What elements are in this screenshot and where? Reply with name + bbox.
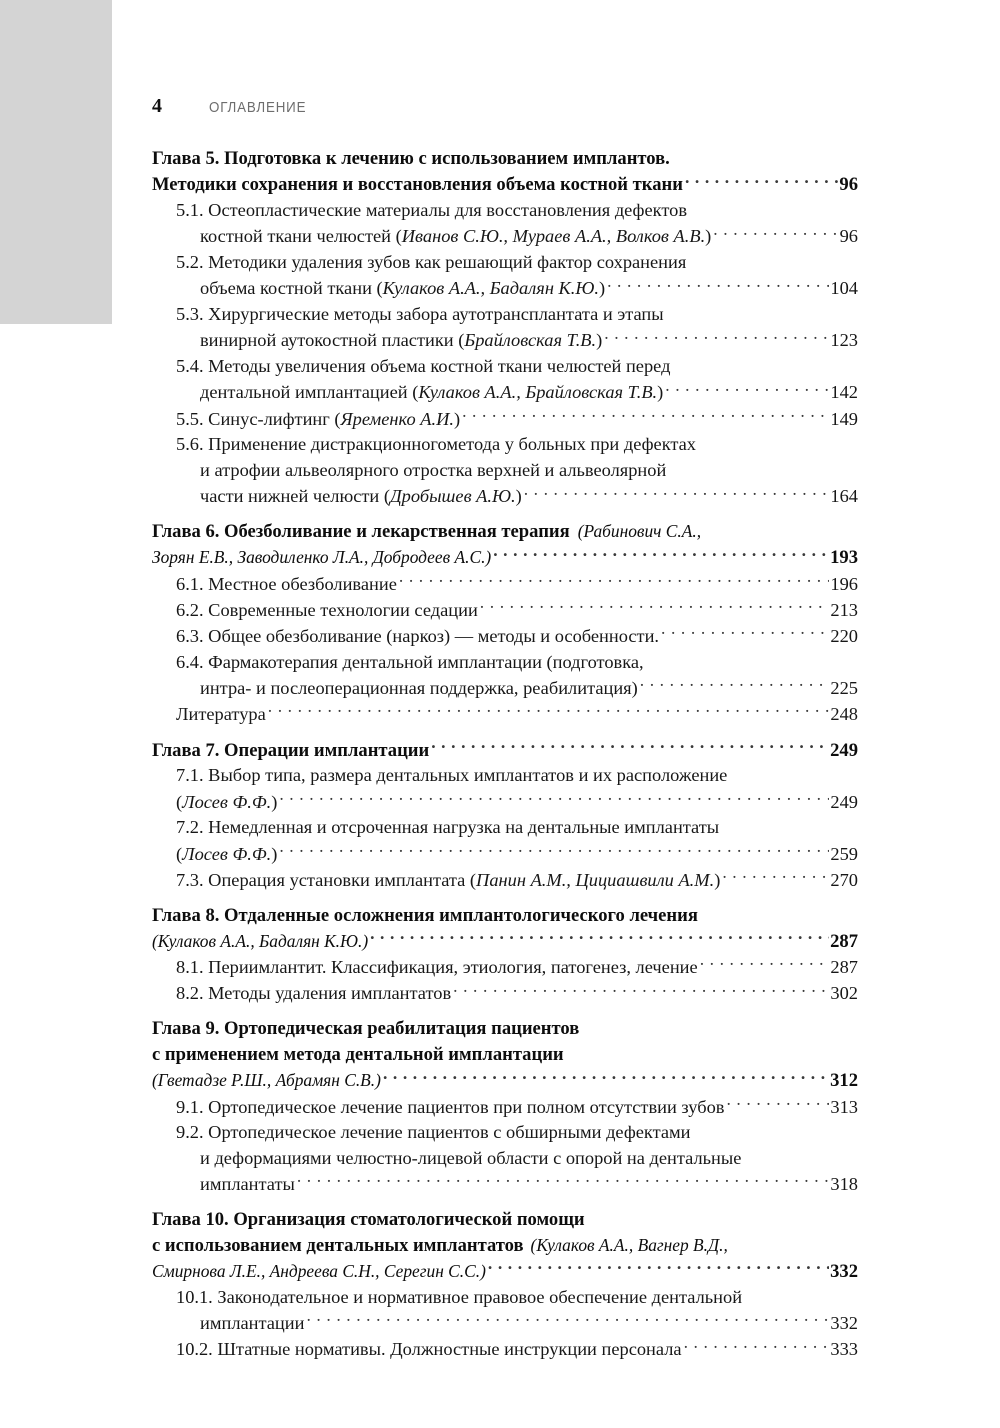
section-5-3-line-1: 5.3. Хирургические методы забора аутотрансплантата и этапы bbox=[176, 304, 664, 325]
toc-section-7-2[interactable] bbox=[176, 815, 858, 867]
section-9-2-line-3: имплантаты bbox=[200, 1174, 295, 1195]
section-5-4-authors: Кулаков А.А., Брайловская Т.В. bbox=[418, 382, 658, 403]
chapter-8-title: Глава 8. Отдаленные осложнения имплантологического лечения bbox=[152, 904, 698, 926]
dot-leader bbox=[661, 624, 829, 642]
section-7-2-line-1: 7.2. Немедленная и отсроченная нагрузка на дентальные имплантаты bbox=[176, 817, 720, 838]
toc-section-6-2[interactable] bbox=[176, 597, 858, 623]
dot-leader bbox=[722, 867, 829, 885]
dot-leader bbox=[684, 1337, 830, 1355]
toc-line bbox=[176, 624, 858, 650]
dot-leader bbox=[665, 380, 829, 398]
chapter-5-title-line-1: Глава 5. Подготовка к лечению с использованием имплантов. bbox=[152, 148, 670, 169]
toc-line bbox=[152, 1016, 858, 1042]
toc-line bbox=[176, 1094, 858, 1120]
chapter-5-page: 96 bbox=[839, 174, 858, 196]
toc-line bbox=[176, 354, 858, 380]
toc-line bbox=[176, 1146, 858, 1172]
toc-section-5-6[interactable] bbox=[176, 432, 858, 510]
section-5-5-tail: ) bbox=[453, 408, 461, 429]
toc-line bbox=[152, 172, 858, 198]
toc-chapter-10[interactable] bbox=[152, 1207, 858, 1285]
toc-section-5-3[interactable] bbox=[176, 302, 858, 354]
toc-line bbox=[152, 1259, 858, 1285]
section-5-3-authors: Брайловская Т.В. bbox=[464, 330, 597, 351]
section-10-2-page: 333 bbox=[830, 1339, 858, 1360]
section-6-4-line-1: 6.4. Фармакотерапия дентальной имплантации (подготовка, bbox=[176, 651, 644, 672]
section-5-5-text: 5.5. Синус-лифтинг ( bbox=[176, 408, 341, 429]
section-5-5-page: 149 bbox=[830, 408, 858, 429]
section-7-1-tail: ) bbox=[271, 791, 278, 812]
toc-line bbox=[152, 1068, 858, 1094]
chapter-9-authors: (Гветадзе Р.Ш., Абрамян С.В.) bbox=[152, 1070, 381, 1091]
section-5-3-line-2: винирной аутокостной пластики ( bbox=[200, 330, 465, 351]
chapter-6-page: 193 bbox=[830, 547, 858, 569]
section-8-1-text: 8.1. Периимлантит. Классификация, этиология, патогенез, лечение bbox=[176, 957, 698, 978]
toc-line bbox=[176, 302, 858, 328]
toc-line bbox=[176, 702, 858, 728]
section-8-2-text: 8.2. Методы удаления имплантатов bbox=[176, 983, 452, 1004]
toc-section-8-1[interactable] bbox=[176, 955, 858, 981]
toc-line bbox=[152, 519, 858, 545]
section-9-2-line-1: 9.2. Ортопедическое лечение пациентов с обширными дефектами bbox=[176, 1122, 691, 1143]
dot-leader bbox=[306, 1311, 829, 1329]
section-7-1-line-2: ( bbox=[176, 791, 183, 812]
dot-leader bbox=[488, 1259, 829, 1278]
toc-section-10-1[interactable] bbox=[176, 1285, 858, 1337]
dot-leader bbox=[713, 224, 838, 242]
section-6-1-page: 196 bbox=[830, 573, 858, 594]
toc-chapter-8[interactable] bbox=[152, 903, 858, 955]
section-5-6-line-2: и атрофии альвеолярного отростка верхней и альвеолярной bbox=[200, 460, 667, 481]
toc-section-5-5[interactable] bbox=[176, 406, 858, 432]
section-7-2-tail: ) bbox=[271, 843, 278, 864]
dot-leader bbox=[462, 406, 829, 424]
section-5-6-line-1: 5.6. Применение дистракционногометода у больных при дефектах bbox=[176, 434, 697, 455]
chapter-6-authors-line-2: Зорян Е.В., Заводиленко Л.А., Добродеев А.С.) bbox=[152, 547, 492, 568]
dot-leader bbox=[700, 955, 830, 973]
section-5-3-page: 123 bbox=[830, 330, 858, 351]
toc-section-5-4[interactable] bbox=[176, 354, 858, 406]
section-7-1-authors: Лосев Ф.Ф. bbox=[182, 791, 272, 812]
dot-leader bbox=[279, 789, 829, 807]
toc-line bbox=[176, 198, 858, 224]
toc-line bbox=[152, 1042, 858, 1068]
toc-line bbox=[176, 406, 858, 432]
literature-page: 248 bbox=[830, 704, 858, 725]
toc-line bbox=[176, 815, 858, 841]
chapter-5-title-line-2: Методики сохранения и восстановления объема костной ткани bbox=[152, 174, 683, 196]
toc-chapter-5[interactable] bbox=[152, 146, 858, 198]
toc-section-9-1[interactable] bbox=[176, 1094, 858, 1120]
section-10-1-line-1: 10.1. Законодательное и нормативное правовое обеспечение дентальной bbox=[176, 1287, 743, 1308]
section-5-4-page: 142 bbox=[830, 382, 858, 403]
section-10-2-text: 10.2. Штатные нормативы. Должностные инструкции персонала bbox=[176, 1339, 682, 1360]
toc-line bbox=[176, 328, 858, 354]
chapter-10-authors-line-3: Смирнова Л.Е., Андреева С.Н., Серегин С.С.) bbox=[152, 1261, 486, 1282]
section-7-2-authors: Лосев Ф.Ф. bbox=[182, 843, 272, 864]
toc-line bbox=[176, 380, 858, 406]
section-5-4-tail: ) bbox=[657, 382, 664, 403]
toc-line bbox=[152, 146, 858, 172]
toc-section-7-1[interactable] bbox=[176, 763, 858, 815]
chapter-6-authors-line-1: (Рабинович С.А., bbox=[577, 521, 702, 542]
dot-leader bbox=[607, 276, 829, 294]
toc-line bbox=[176, 650, 858, 676]
toc-line bbox=[176, 571, 858, 597]
toc-line bbox=[152, 1207, 858, 1233]
section-5-6-page: 164 bbox=[830, 486, 858, 507]
dot-leader bbox=[524, 484, 830, 502]
section-5-2-tail: ) bbox=[598, 278, 606, 299]
section-5-5-authors: Яременко А.И. bbox=[340, 408, 454, 429]
section-5-2-authors: Кулаков А.А., Бадалян К.Ю. bbox=[382, 278, 599, 299]
toc-section-9-2[interactable] bbox=[176, 1120, 858, 1198]
section-10-1-page: 332 bbox=[830, 1313, 858, 1334]
section-6-3-text: 6.3. Общее обезболивание (наркоз) — методы и особенности. bbox=[176, 626, 660, 647]
toc-line bbox=[176, 1311, 858, 1337]
toc-section-10-2[interactable] bbox=[176, 1337, 858, 1363]
toc-line bbox=[152, 737, 858, 763]
section-6-3-page: 220 bbox=[830, 626, 858, 647]
section-7-2-page: 259 bbox=[830, 843, 858, 864]
running-head bbox=[152, 0, 858, 132]
chapter-9-page: 312 bbox=[830, 1070, 858, 1092]
section-8-2-page: 302 bbox=[830, 983, 858, 1004]
dot-leader bbox=[268, 702, 830, 720]
section-6-2-text: 6.2. Современные технологии седации bbox=[176, 599, 478, 620]
section-7-3-text: 7.3. Операция установки имплантата ( bbox=[176, 869, 477, 890]
dot-leader bbox=[279, 841, 829, 859]
section-6-4-page: 225 bbox=[830, 678, 858, 699]
toc-line bbox=[176, 458, 858, 484]
toc-line bbox=[152, 1233, 858, 1259]
section-7-3-page: 270 bbox=[830, 869, 858, 890]
toc-chapter-7[interactable] bbox=[152, 737, 858, 763]
dot-leader bbox=[604, 328, 829, 346]
toc-line bbox=[152, 928, 858, 954]
dot-leader bbox=[399, 571, 830, 589]
chapter-10-authors-line-2: (Кулаков А.А., Вагнер В.Д., bbox=[530, 1234, 728, 1255]
section-5-6-line-3: части нижней челюсти ( bbox=[200, 486, 390, 507]
section-7-2-line-2: ( bbox=[176, 843, 183, 864]
toc-section-5-2[interactable] bbox=[176, 250, 858, 302]
dot-leader bbox=[297, 1172, 830, 1190]
dot-leader bbox=[370, 928, 829, 947]
toc-line bbox=[176, 763, 858, 789]
toc-chapter-9[interactable] bbox=[152, 1016, 858, 1094]
table-of-contents bbox=[152, 146, 858, 1363]
toc-line bbox=[176, 676, 858, 702]
section-9-1-page: 313 bbox=[830, 1096, 858, 1117]
chapter-10-title-line-2: с использованием дентальных имплантатов bbox=[152, 1234, 524, 1256]
dot-leader bbox=[493, 545, 829, 564]
dot-leader bbox=[431, 737, 829, 756]
chapter-7-title: Глава 7. Операции имплантации bbox=[152, 739, 430, 761]
toc-section-6-3[interactable] bbox=[176, 624, 858, 650]
toc-line bbox=[176, 276, 858, 302]
section-9-1-text: 9.1. Ортопедическое лечение пациентов при полном отсутствии зубов bbox=[176, 1096, 725, 1117]
section-5-1-line-1: 5.1. Остеопластические материалы для восстановления дефектов bbox=[176, 200, 688, 221]
toc-section-8-2[interactable] bbox=[176, 981, 858, 1007]
section-6-1-text: 6.1. Местное обезболивание bbox=[176, 573, 397, 594]
section-9-2-page: 318 bbox=[830, 1174, 858, 1195]
dot-leader bbox=[383, 1068, 829, 1087]
toc-line bbox=[176, 1337, 858, 1363]
section-5-2-line-2: объема костной ткани ( bbox=[200, 278, 383, 299]
section-5-4-line-2: дентальной имплантацией ( bbox=[200, 382, 419, 403]
section-5-2-line-1: 5.2. Методики удаления зубов как решающий фактор сохранения bbox=[176, 252, 687, 273]
toc-section-6-4[interactable] bbox=[176, 650, 858, 702]
chapter-8-page: 287 bbox=[830, 930, 858, 952]
section-6-2-page: 213 bbox=[830, 599, 858, 620]
decorative-edge-block bbox=[0, 0, 112, 324]
toc-page bbox=[152, 0, 858, 1363]
chapter-9-title-line-2: с применением метода дентальной имплантации bbox=[152, 1043, 564, 1065]
toc-line bbox=[176, 981, 858, 1007]
toc-line bbox=[176, 250, 858, 276]
toc-line bbox=[176, 1120, 858, 1146]
dot-leader bbox=[480, 597, 830, 615]
toc-section-7-3[interactable] bbox=[176, 867, 858, 893]
dot-leader bbox=[685, 172, 838, 191]
dot-leader bbox=[726, 1094, 829, 1112]
toc-chapter-6[interactable] bbox=[152, 519, 858, 571]
section-10-1-line-2: имплантации bbox=[200, 1313, 305, 1334]
section-6-4-line-2: интра- и послеоперационная поддержка, реабилитация) bbox=[200, 678, 638, 699]
toc-line bbox=[152, 903, 858, 929]
toc-line bbox=[176, 955, 858, 981]
chapter-10-title-line-1: Глава 10. Организация стоматологической помощи bbox=[152, 1209, 585, 1231]
literature-label: Литература bbox=[176, 704, 266, 725]
toc-line bbox=[152, 545, 858, 571]
section-5-4-line-1: 5.4. Методы увеличения объема костной ткани челюстей перед bbox=[176, 356, 671, 377]
section-7-1-page: 249 bbox=[830, 791, 858, 812]
toc-line bbox=[176, 597, 858, 623]
section-8-1-page: 287 bbox=[830, 957, 858, 978]
section-5-6-tail: ) bbox=[515, 486, 522, 507]
section-7-3-tail: ) bbox=[714, 869, 721, 890]
section-5-1-authors: Иванов С.Ю., Мураев А.А., Волков А.В. bbox=[401, 226, 706, 247]
dot-leader bbox=[453, 981, 829, 999]
toc-line bbox=[176, 841, 858, 867]
chapter-10-page: 332 bbox=[830, 1261, 858, 1283]
section-5-3-tail: ) bbox=[596, 330, 603, 351]
toc-line bbox=[176, 789, 858, 815]
running-head-title: ОГЛАВЛЕНИЕ bbox=[209, 100, 307, 116]
section-7-3-authors: Панин А.М., Цициашвили А.М. bbox=[476, 869, 715, 890]
toc-line bbox=[176, 432, 858, 458]
toc-section-6-1[interactable] bbox=[176, 571, 858, 597]
toc-entry-literature[interactable] bbox=[176, 702, 858, 728]
toc-line bbox=[176, 1285, 858, 1311]
section-5-1-line-2: костной ткани челюстей ( bbox=[200, 226, 402, 247]
section-7-1-line-1: 7.1. Выбор типа, размера дентальных имплантатов и их расположение bbox=[176, 765, 728, 786]
chapter-7-page: 249 bbox=[830, 739, 858, 761]
section-5-1-tail: ) bbox=[705, 226, 712, 247]
toc-line bbox=[176, 1172, 858, 1198]
chapter-8-authors: (Кулаков А.А., Бадалян К.Ю.) bbox=[152, 930, 369, 951]
toc-line bbox=[176, 867, 858, 893]
toc-line bbox=[176, 224, 858, 250]
page-number: 4 bbox=[152, 95, 162, 117]
section-5-2-page: 104 bbox=[830, 278, 858, 299]
toc-line bbox=[176, 484, 858, 510]
section-5-1-page: 96 bbox=[839, 226, 858, 247]
dot-leader bbox=[640, 676, 830, 694]
toc-section-5-1[interactable] bbox=[176, 198, 858, 250]
section-9-2-line-2: и деформациями челюстно-лицевой области с опорой на дентальные bbox=[200, 1148, 742, 1169]
chapter-9-title-line-1: Глава 9. Ортопедическая реабилитация пациентов bbox=[152, 1018, 580, 1040]
chapter-6-title-line-1: Глава 6. Обезболивание и лекарственная терапия bbox=[152, 521, 570, 543]
section-5-6-authors: Дробышев А.Ю. bbox=[389, 486, 516, 507]
